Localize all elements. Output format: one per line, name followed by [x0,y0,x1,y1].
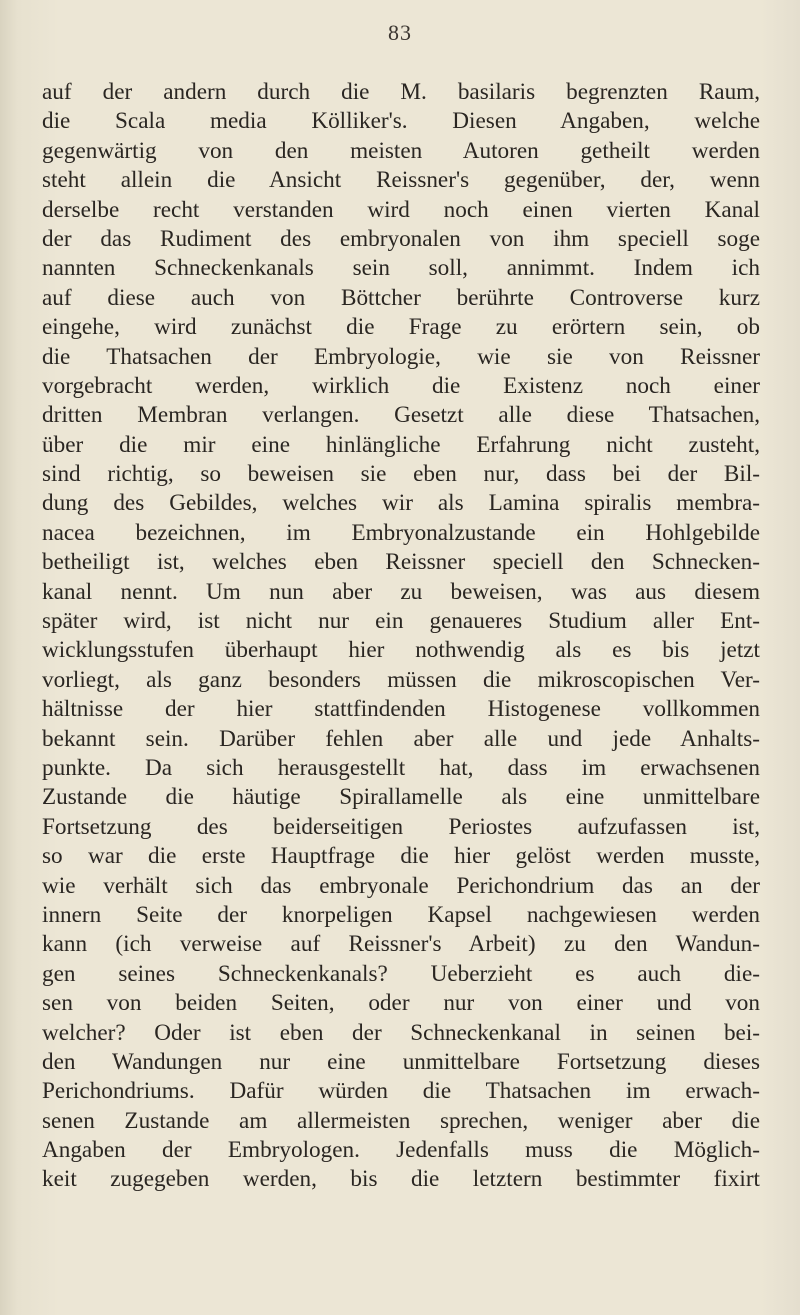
text-line: derselbe recht verstanden wird noch einen vierten Kanal [42,196,760,223]
text-line: auf diese auch von Böttcher berührte Controverse kurz [42,284,760,311]
text-line: punkte. Da sich herausgestellt hat, dass im erwachsenen [42,754,760,781]
text-line: Angaben der Embryologen. Jedenfalls muss die Möglich- [42,1137,760,1164]
text-line: senen Zustande am allermeisten sprechen, weniger aber die [42,1107,760,1134]
text-line: gen seines Schneckenkanals? Ueberzieht es auch die- [42,960,760,987]
text-line: betheiligt ist, welches eben Reissner speciell den Schnecken- [42,549,760,576]
text-line: nacea bezeichnen, im Embryonalzustande ein Hohlgebilde [42,519,760,546]
text-line: Perichondriums. Dafür würden die Thatsachen im erwach- [42,1078,760,1105]
text-line: dritten Membran verlangen. Gesetzt alle diese Thatsachen, [42,402,760,429]
text-line: Fortsetzung des beiderseitigen Periostes aufzufassen ist, [42,813,760,840]
text-line: nannten Schneckenkanals sein soll, annimmt. Indem ich [42,255,760,282]
text-line: über die mir eine hinlängliche Erfahrung nicht zusteht, [42,431,760,458]
text-line: steht allein die Ansicht Reissner's gegenüber, der, wenn [42,167,760,194]
text-line: später wird, ist nicht nur ein genaueres Studium aller Ent- [42,608,760,635]
text-line: innern Seite der knorpeligen Kapsel nachgewiesen werden [42,901,760,928]
text-line: den Wandungen nur eine unmittelbare Fortsetzung dieses [42,1048,760,1075]
text-line: sind richtig, so beweisen sie eben nur, dass bei der Bil- [42,461,760,488]
text-line: vorgebracht werden, wirklich die Existenz noch einer [42,372,760,399]
text-line: eingehe, wird zunächst die Frage zu erörtern sein, ob [42,314,760,341]
text-line: dung des Gebildes, welches wir als Lamina spiralis membra- [42,490,760,517]
text-line: hältnisse der hier stattfindenden Histogenese vollkommen [42,696,760,723]
text-line: sen von beiden Seiten, oder nur von einer und von [42,990,760,1017]
text-line: die Thatsachen der Embryologie, wie sie von Reissner [42,343,760,370]
text-line: kann (ich verweise auf Reissner's Arbeit) zu den Wandun- [42,931,760,958]
page-number: 83 [388,20,412,45]
text-line: gegenwärtig von den meisten Autoren getheilt werden [42,137,760,164]
body-text [42,78,760,1195]
text-line: die Scala media Kölliker's. Diesen Angaben, welche [42,108,760,135]
text-line: keit zugegeben werden, bis die letztern bestimmter fixirt [42,1166,760,1193]
text-line: vorliegt, als ganz besonders müssen die mikroscopischen Ver- [42,666,760,693]
text-line: kanal nennt. Um nun aber zu beweisen, was aus diesem [42,578,760,605]
text-line: der das Rudiment des embryonalen von ihm speciell soge [42,225,760,252]
text-line: Zustande die häutige Spirallamelle als eine unmittelbare [42,784,760,811]
text-line: wie verhält sich das embryonale Perichondrium das an der [42,872,760,899]
text-line: so war die erste Hauptfrage die hier gelöst werden musste, [42,843,760,870]
text-line: welcher? Oder ist eben der Schneckenkanal in seinen bei- [42,1019,760,1046]
text-line: wicklungsstufen überhaupt hier nothwendig als es bis jetzt [42,637,760,664]
text-line: bekannt sein. Darüber fehlen aber alle und jede Anhalts- [42,725,760,752]
text-line: auf der andern durch die M. basilaris begrenzten Raum, [42,79,760,105]
